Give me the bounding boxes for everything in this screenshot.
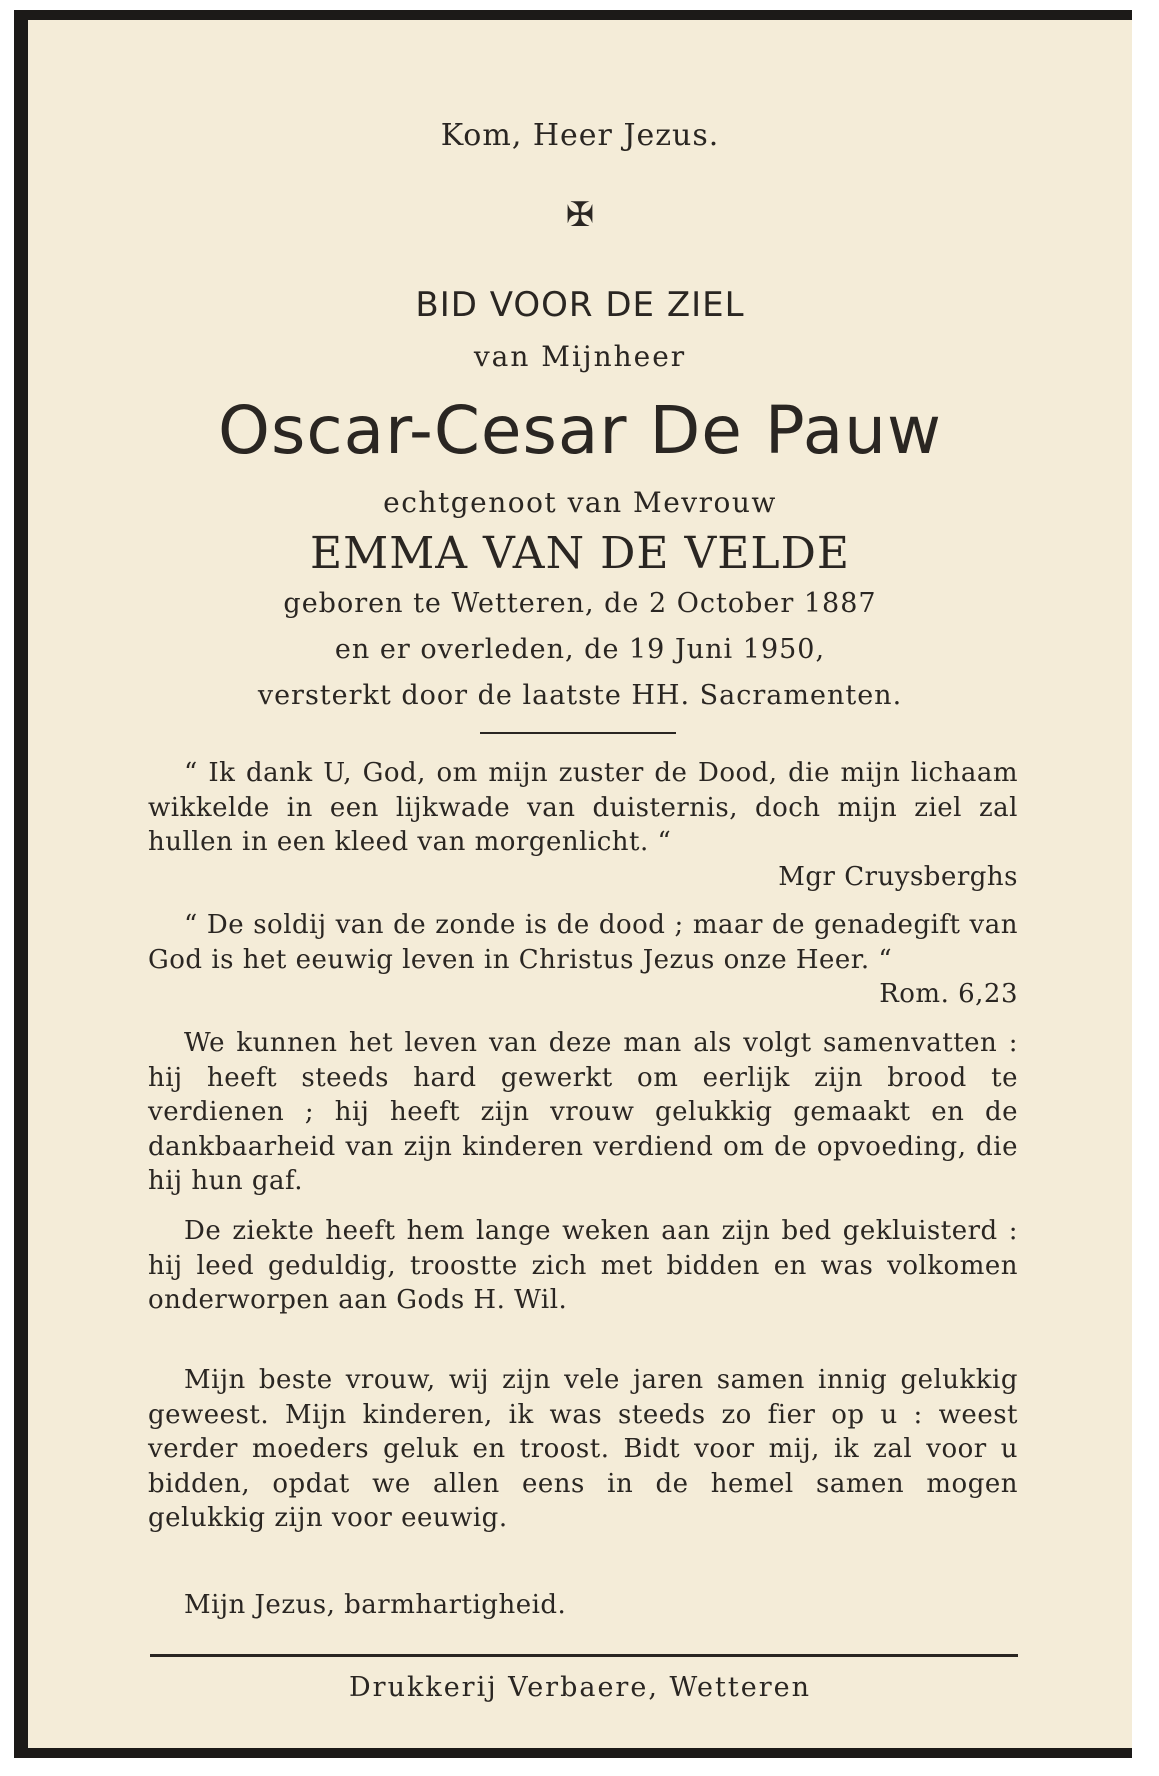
memorial-card <box>14 10 1132 1758</box>
spouse-name: EMMA VAN DE VELDE <box>310 528 850 579</box>
quote-text <box>148 756 1018 860</box>
paragraph-3-text: Mijn beste vrouw, wij zijn vele jaren samen innig gelukkig geweest. Mijn kinderen, ik was steeds zo fier op u : weest verder moeders geluk en troost. Bidt voor mij, ik zal voor u bidden, opdat we allen eens in de hemel samen mogen gelukkig zijn voor eeuwig. <box>148 1365 1018 1533</box>
spouse-intro: echtgenoot van Mevrouw <box>383 486 777 519</box>
quote-block-1 <box>148 756 1018 894</box>
quote-2-text: “ De soldij van de zonde is de dood ; maar de genadegift van God is het eeuwig leven in Christus Jezus onze Heer. “ <box>148 910 1018 975</box>
printer-imprint: Drukkerij Verbaere, Wetteren <box>349 1672 811 1703</box>
birth-line: geboren te Wetteren, de 2 October 1887 <box>283 588 877 619</box>
divider-long <box>150 1654 1018 1657</box>
quote-text <box>148 908 1018 977</box>
sacrament-line: versterkt door de laatste HH. Sacramenten. <box>257 680 903 711</box>
quote-source-line <box>148 860 1018 895</box>
quote-block-2 <box>148 908 1018 1012</box>
paragraph-3 <box>148 1363 1018 1536</box>
heading: BID VOOR DE ZIEL <box>415 285 745 325</box>
quote-1-source: Mgr Cruysberghs <box>778 861 1018 892</box>
paragraph-1 <box>148 1026 1018 1199</box>
divider-short <box>480 732 676 734</box>
paragraph-1-text: We kunnen het leven van deze man als volgt samenvatten : hij heeft steeds hard gewerkt om eerlijk zijn brood te verdienen ; hij heeft zijn vrouw gelukkig gemaakt en de dankbaarheid van zijn kinderen verdiend om de opvoeding, die hij hun gaf. <box>148 1028 1018 1196</box>
honorific: van Mijnheer <box>473 340 687 373</box>
closing-prayer: Mijn Jezus, barmhartigheid. <box>184 1590 567 1620</box>
closing-prayer-block <box>148 1588 1018 1623</box>
quote-1-text: “ Ik dank U, God, om mijn zuster de Dood, die mijn lichaam wikkelde in een lijkwade van duisternis, doch mijn ziel zal hullen in een kleed van morgenlicht. “ <box>148 758 1018 857</box>
quote-2-source: Rom. 6,23 <box>879 979 1018 1009</box>
invocation: Kom, Heer Jezus. <box>440 118 720 153</box>
quote-source-line <box>148 977 1018 1012</box>
paragraph-2-text: De ziekte heeft hem lange weken aan zijn bed gekluisterd : hij leed geduldig, troostte zich met bidden en was volkomen onderworpen aan Gods H. Wil. <box>148 1216 1018 1315</box>
deceased-name: Oscar-Cesar De Pauw <box>218 392 942 469</box>
death-line: en er overleden, de 19 Juni 1950, <box>334 634 826 665</box>
paragraph-2 <box>148 1214 1018 1318</box>
cross-icon: ✠ <box>565 195 595 235</box>
